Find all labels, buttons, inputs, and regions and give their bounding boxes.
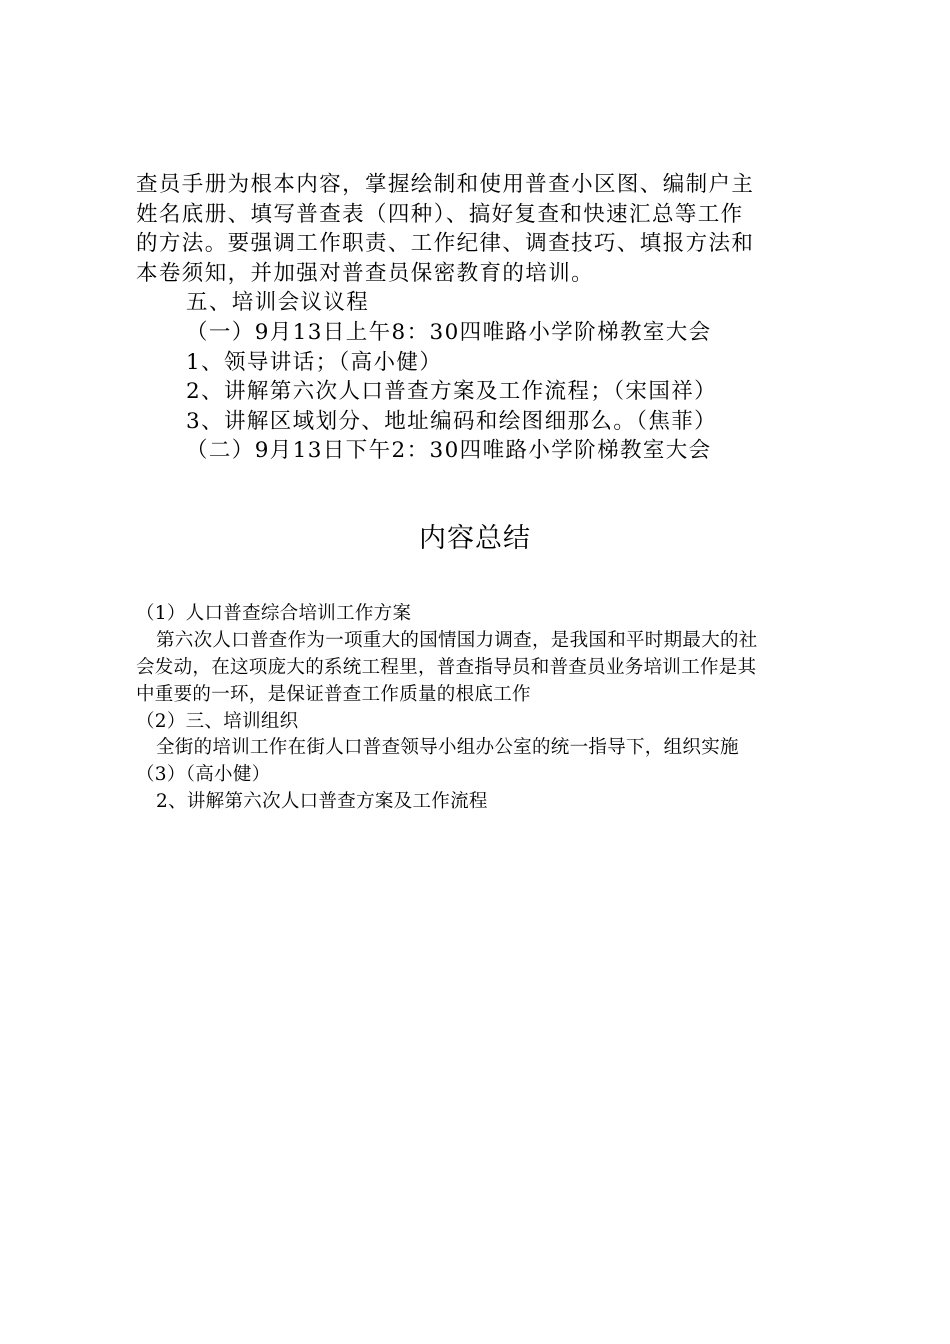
summary-item-text: 中重要的一环，是保证普查工作质量的根底工作: [136, 683, 531, 705]
paragraph-line: 查员手册为根本内容，掌握绘制和使用普查小区图、编制户主: [136, 172, 755, 197]
agenda-item: 3、讲解区域划分、地址编码和绘图细那么。（焦菲）: [186, 408, 718, 434]
paragraph-line: 姓名底册、填写普查表（四种）、搞好复查和快速汇总等工作: [136, 201, 744, 227]
agenda-item: 2、讲解第六次人口普查方案及工作流程；（宋国祥）: [186, 379, 718, 405]
paragraph-line: 的方法。要强调工作职责、工作纪律、调查技巧、填报方法和: [136, 231, 755, 257]
summary-section: [136, 601, 826, 816]
summary-title: 内容总结: [419, 523, 531, 554]
summary-item-text: 第六次人口普查作为一项重大的国情国力调查，是我国和平时期最大的社: [156, 629, 758, 651]
training-plan-section: [136, 170, 826, 466]
section-heading-agenda: 五、培训会议议程: [186, 290, 370, 316]
summary-item-text: 2、讲解第六次人口普查方案及工作流程: [156, 791, 488, 813]
summary-item-label: （3）（高小健）: [136, 764, 271, 786]
agenda-item: 1、领导讲话；（高小健）: [186, 349, 443, 375]
paragraph-line: 本卷须知，并加强对普查员保密教育的培训。: [136, 260, 595, 286]
summary-item-text: 全街的培训工作在街人口普查领导小组办公室的统一指导下，组织实施: [156, 737, 739, 759]
summary-item-label: （1）人口普查综合培训工作方案: [136, 603, 412, 624]
summary-item-label: （2）三、培训组织: [136, 710, 299, 732]
agenda-item: （一）9月13日上午8：30四唯路小学阶梯教室大会: [186, 319, 712, 345]
agenda-item: （二）9月13日下午2：30四唯路小学阶梯教室大会: [186, 438, 712, 464]
summary-item-text: 会发动，在这项庞大的系统工程里，普查指导员和普查员业务培训工作是其: [136, 656, 757, 678]
